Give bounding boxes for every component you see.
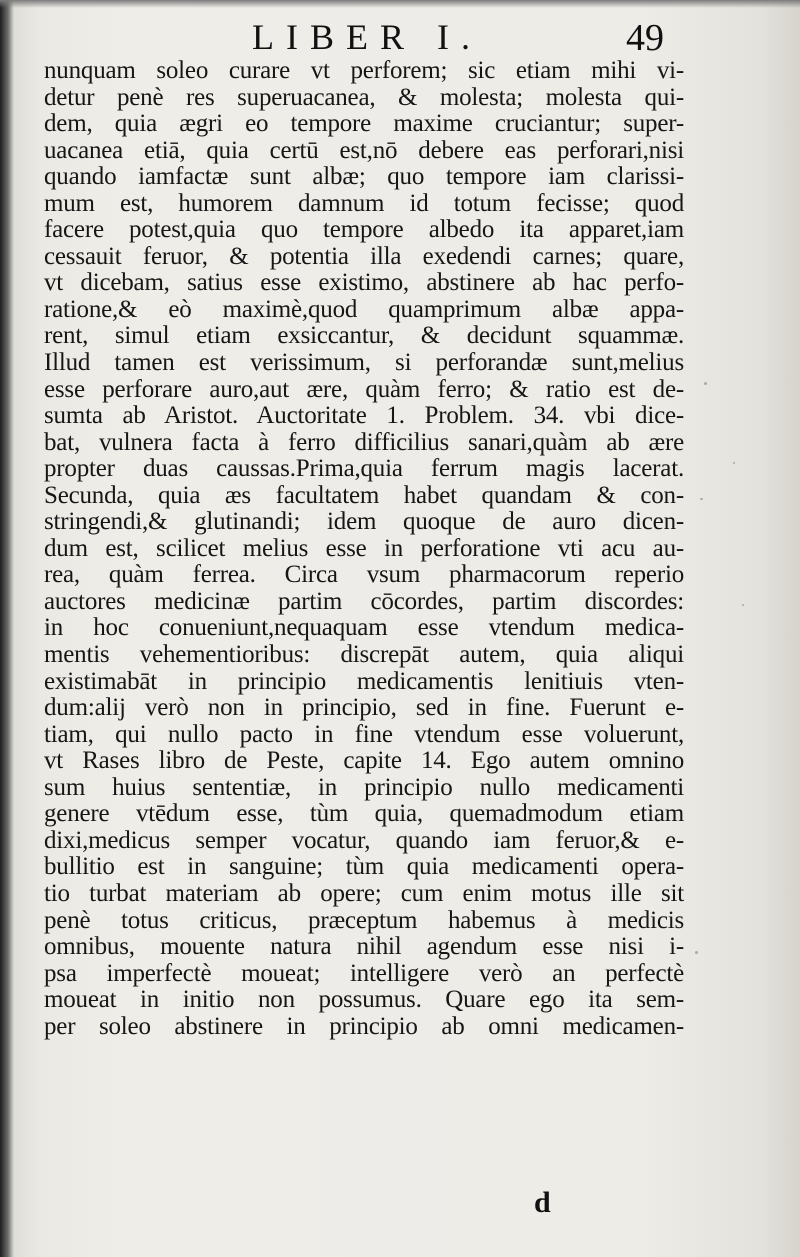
text-line: sumta ab Aristot. Auctoritate 1. Problem. 34. vbi dice- [44, 402, 684, 430]
running-head [0, 10, 800, 58]
text-line: rea, quàm ferrea. Circa vsum pharmacorum reperio [44, 561, 684, 589]
text-line: mum est, humorem damnum id totum fecisse; quod [44, 189, 684, 217]
text-line: tio turbat materiam ab opere; cum enim motus ille sit [44, 879, 684, 907]
text-line: Illud tamen est verissimum, si perforandæ sunt,melius [44, 349, 684, 377]
binding-shadow [0, 0, 14, 1257]
text-line: vt dicebam, satius esse existimo, abstinere ab hac perfo- [44, 269, 684, 297]
text-line: uacanea etiā, quia certū est,nō debere eas perforari,nisi [44, 136, 684, 164]
text-line: tiam, qui nullo pacto in fine vtendum esse voluerunt, [44, 720, 684, 748]
text-line: penè totus criticus, præceptum habemus à medicis [44, 906, 684, 934]
text-line: detur penè res superuacanea, & molesta; molesta qui- [44, 83, 684, 111]
signature-mark: d [534, 1186, 551, 1219]
text-line: dem, quia ægri eo tempore maxime cruciantur; super- [44, 110, 684, 138]
text-line: stringendi,& glutinandi; idem quoque de auro dicen- [44, 508, 684, 536]
ink-speck [695, 951, 698, 954]
page-top-edge [0, 0, 800, 8]
text-line: per soleo abstinere in principio ab omni medicamen- [44, 1012, 684, 1040]
text-line: dixi,medicus semper vocatur, quando iam feruor,& e- [44, 826, 684, 854]
text-line: existimabāt in principio medicamentis lenitiuis vten- [44, 667, 684, 695]
text-line: rent, simul etiam exsiccantur, & decidunt squammæ. [44, 322, 684, 350]
text-line: in hoc conueniunt,nequaquam esse vtendum medica- [44, 614, 684, 642]
text-line: bat, vulnera facta à ferro difficilius sanari,quàm ab ære [44, 428, 684, 456]
ink-speck [742, 604, 744, 606]
text-line: propter duas caussas.Prima,quia ferrum magis lacerat. [44, 455, 684, 483]
text-line: dum est, scilicet melius esse in perforatione vti acu au- [44, 534, 684, 562]
ink-speck [704, 382, 707, 385]
text-line: ratione,& eò maximè,quod quamprimum albæ appa- [44, 295, 684, 323]
text-line: psa imperfectè moueat; intelligere verò an perfectè [44, 959, 684, 987]
text-line: cessauit feruor, & potentia illa exedendi carnes; quare, [44, 242, 684, 270]
text-line: moueat in initio non possumus. Quare ego ita sem- [44, 986, 684, 1014]
text-line: vt Rases libro de Peste, capite 14. Ego autem omnino [44, 747, 684, 775]
text-line: dum:alij verò non in principio, sed in fine. Fuerunt e- [44, 694, 684, 722]
text-line: quando iamfactæ sunt albæ; quo tempore iam clarissi- [44, 163, 684, 191]
text-line: omnibus, mouente natura nihil agendum esse nisi i- [44, 933, 684, 961]
text-line: genere vtēdum esse, tùm quia, quemadmodum etiam [44, 800, 684, 828]
text-line: Secunda, quia æs facultatem habet quandam & con- [44, 481, 684, 509]
ink-speck [733, 462, 735, 464]
ink-speck [700, 498, 703, 500]
text-line: bullitio est in sanguine; tùm quia medicamenti opera- [44, 853, 684, 881]
text-line: mentis vehementioribus: discrepāt autem, quia aliqui [44, 641, 684, 669]
text-line: facere potest,quia quo tempore albedo ita apparet,iam [44, 216, 684, 244]
page-number: 49 [626, 17, 664, 59]
text-line: nunquam soleo curare vt perforem; sic etiam mihi vi- [44, 57, 684, 84]
body-text [44, 58, 684, 1040]
text-line: auctores medicinæ partim cōcordes, partim discordes: [44, 587, 684, 615]
text-line: esse perforare auro,aut ære, quàm ferro; & ratio est de- [44, 375, 684, 403]
text-line: sum huius sententiæ, in principio nullo medicamenti [44, 773, 684, 801]
running-head-title: LIBER I. [252, 17, 482, 57]
